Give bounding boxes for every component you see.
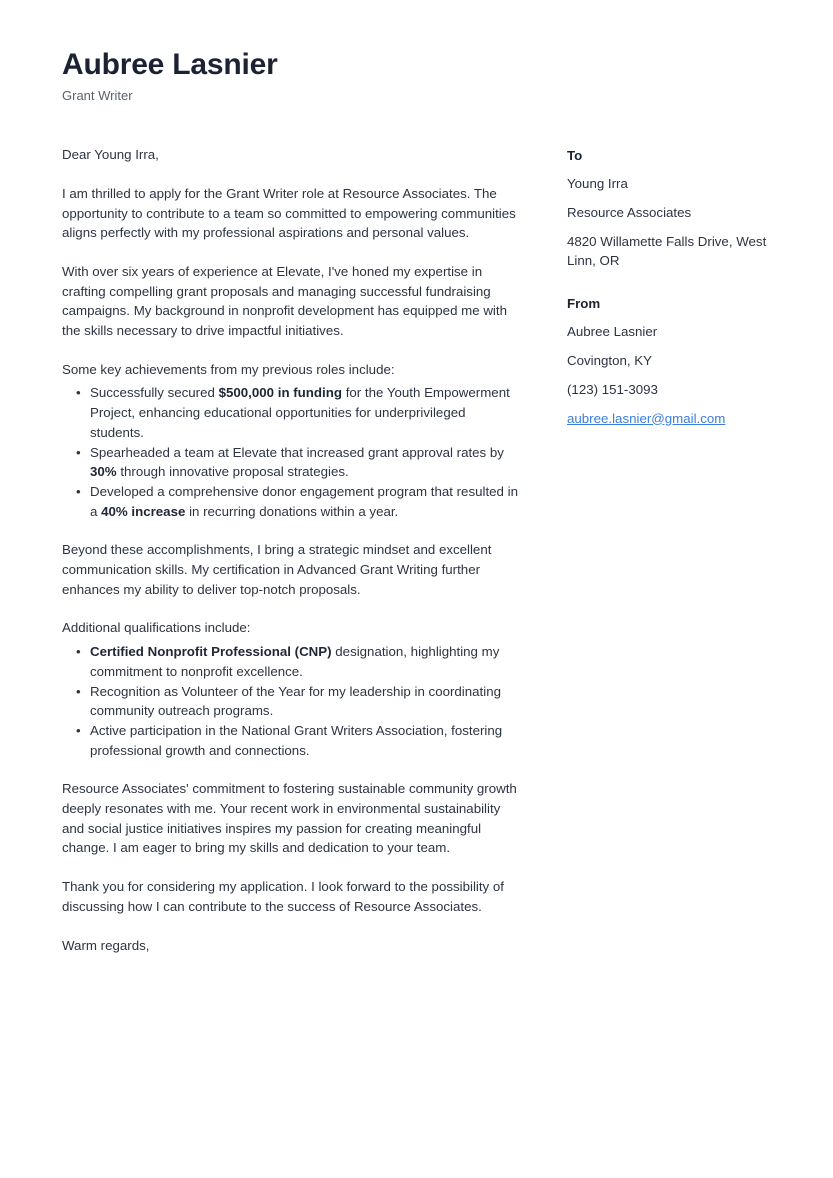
qualifications-list [62, 642, 522, 760]
item-text-before: Developed a comprehensive donor engagement program that resulted in a [90, 483, 518, 519]
item-text-before: Active participation in the National Grant Writers Association, fostering professional growth and connections. [90, 722, 503, 758]
recipient-address: 4820 Willamette Falls Drive, West Linn, OR [567, 233, 767, 269]
item-text-before: Spearheaded a team at Elevate that increased grant approval rates by [90, 444, 504, 460]
item-text-after: through innovative proposal strategies. [116, 464, 349, 480]
paragraph-experience: With over six years of experience at Elevate, I've honed my expertise in crafting compelling grant proposals and managing successful fundraising campaigns. My background in nonprofit development has equipped me with the skills necessary to drive impactful initiatives. [62, 263, 507, 339]
letter-columns [62, 145, 771, 974]
letter-header [62, 48, 771, 103]
list-item [62, 642, 522, 681]
item-text-bold: Certified Nonprofit Professional (CNP) [90, 644, 332, 660]
applicant-name: Aubree Lasnier [62, 48, 278, 81]
salutation: Dear Young Irra, [62, 147, 159, 163]
paragraph-closing: Thank you for considering my application. I look forward to the possibility of discussing how I can contribute to the success of Resource Associates. [62, 879, 504, 914]
list-item [62, 682, 522, 721]
paragraph-intro: I am thrilled to apply for the Grant Writer role at Resource Associates. The opportunity to contribute to a team so committed to empowering communities aligns perfectly with my professional aspirations and personal values. [62, 185, 516, 241]
list-item [62, 443, 522, 482]
recipient-name: Young Irra [567, 176, 628, 192]
applicant-job-title: Grant Writer [62, 87, 133, 103]
recipient-company: Resource Associates [567, 205, 692, 221]
item-text-after: for the Youth Empowerment Project, enhancing educational opportunities for underprivileged students. [90, 385, 510, 440]
item-text-after: in recurring donations within a year. [185, 503, 399, 519]
sign-off: Warm regards, [62, 937, 150, 953]
achievements-lead-in: Some key achievements from my previous roles include: [62, 361, 395, 377]
sender-block [567, 295, 779, 428]
sender-email-link[interactable]: aubree.lasnier@gmail.com [567, 410, 726, 426]
achievements-list [62, 383, 522, 521]
list-item [62, 721, 522, 760]
list-item [62, 482, 522, 521]
sender-email-line [567, 409, 779, 429]
recipient-block [567, 147, 779, 271]
item-text-before: Recognition as Volunteer of the Year for my leadership in coordinating community outreach programs. [90, 683, 501, 719]
sender-name: Aubree Lasnier [567, 324, 658, 340]
letter-sidebar [567, 145, 779, 452]
recipient-heading: To [567, 148, 583, 164]
sender-phone: (123) 151-3093 [567, 381, 658, 397]
item-text-bold: $500,000 in funding [218, 385, 342, 401]
qualifications-lead-in: Additional qualifications include: [62, 620, 251, 636]
item-text-bold: 30% [90, 464, 117, 480]
list-item [62, 383, 522, 442]
sender-location: Covington, KY [567, 353, 653, 369]
letter-body [62, 145, 522, 974]
item-text-before: Successfully secured [90, 385, 219, 401]
paragraph-culture-fit: Resource Associates' commitment to fostering sustainable community growth deeply resonates with me. Your recent work in environmental sustainability and social justice initiatives inspires my passion for creating meaningful change. I am eager to bring my skills and dedication to your team. [62, 781, 517, 856]
sender-heading: From [567, 296, 601, 312]
item-text-after: designation, highlighting my commitment to nonprofit excellence. [90, 644, 500, 679]
item-text-bold: 40% increase [101, 503, 186, 519]
paragraph-strengths: Beyond these accomplishments, I bring a strategic mindset and excellent communication skills. My certification in Advanced Grant Writing further enhances my ability to deliver top-notch proposals. [62, 542, 492, 597]
